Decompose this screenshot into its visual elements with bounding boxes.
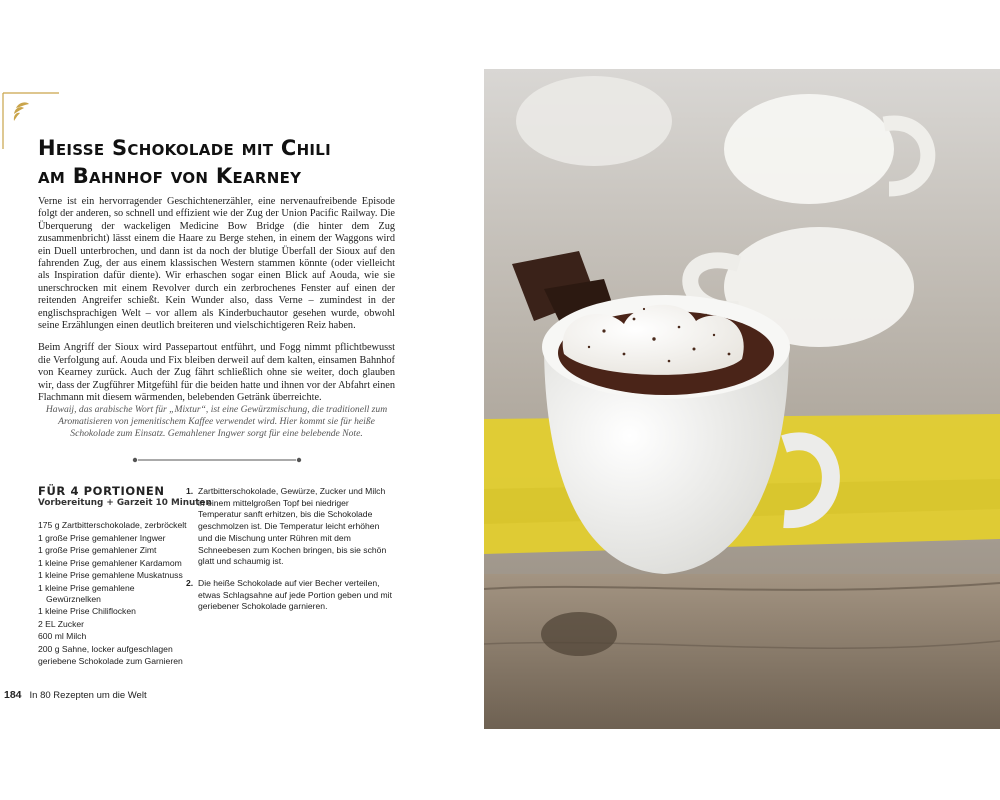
recipe-note: Hawaij, das arabische Wort für „Mixtur“, ist eine Gewürzmischung, die traditionell zum Aromatisieren von jemenitischem Kaffee verwendet wird. Hier kommt sie für heiße Schokolade zum Einsatz. Gemahlener Ingwer sorgt für eine belebende Note. bbox=[45, 404, 388, 440]
ingredients-list bbox=[38, 520, 188, 669]
recipe-title bbox=[38, 134, 458, 190]
wood-knot bbox=[541, 612, 617, 656]
page-footer bbox=[4, 689, 147, 701]
ingredient-item: 1 kleine Prise gemahlene Gewürznelken bbox=[38, 582, 135, 604]
title-line-1: Heisse Schokolade mit Chili bbox=[38, 136, 332, 160]
step-item bbox=[186, 486, 394, 568]
step-text: Zartbitterschokolade, Gewürze, Zucker und Milch in einem mittelgroßen Topf bei niedriger Temperatur sanft erhitzen, bis die Schokolade geschmolzen ist. Die Temperatur leicht erhöhen und die Mischung unter Rühren mit dem Schneebesen zum Kochen bringen, bis sie schön glatt und schaumig ist. bbox=[198, 486, 387, 567]
step-number: 2. bbox=[186, 577, 194, 588]
intro-text bbox=[38, 196, 395, 415]
background-bowl bbox=[516, 76, 672, 166]
background-cup-upper bbox=[724, 94, 894, 204]
prep-time: Vorbereitung + Garzeit 10 Minuten bbox=[38, 498, 212, 508]
ingredient-item: geriebene Schokolade zum Garnieren bbox=[38, 656, 183, 666]
ingredient-item: 1 kleine Prise Chiliflocken bbox=[38, 606, 136, 616]
hot-chocolate-photo bbox=[484, 69, 1000, 729]
ingredient-item: 175 g Zartbitterschokolade, zerbröckelt bbox=[38, 520, 187, 530]
intro-paragraph: Verne ist ein hervorragender Geschichtenerzähler, eine nervenaufreibende Episode folgt der anderen, so schnell und effizient wie der Zug der Union Pacific Railway. Die Überquerung der wackeligen Medicine Bow Bridge (die hinter dem Zug zusammenbricht) lässt einem die Haare zu Berge stehen, in einem der Waggons wird ein Duell unterbrochen, und dann ist da noch der blutige Überfall der Sioux auf den fahrenden Zug, der aus einem klassischen Western stammen könnte (oder vielleicht als Inspiration dafür diente). Wir erhaschen sogar einen Blick auf Aouda, wie sie unerschrocken mit einem Revolver durch ein zerbrochenes Fenster auf einen der reitenden Angreifer schießt. Kein Wunder also, dass Verne – zumindest in der englischsprachigen Welt – vor allem als Kinderbuchautor gesehen wurde, obwohl seine Erzählungen einen deutlich breiteren und vielschichtigeren Reiz haben. bbox=[38, 196, 395, 332]
servings-heading: FÜR 4 PORTIONEN bbox=[38, 484, 165, 498]
ingredient-item: 200 g Sahne, locker aufgeschlagen bbox=[38, 643, 173, 654]
ingredient-item: 600 ml Milch bbox=[38, 631, 87, 641]
ingredient-item: 2 EL Zucker bbox=[38, 618, 85, 629]
steps-list bbox=[186, 486, 394, 623]
step-text: Die heiße Schokolade auf vier Becher verteilen, etwas Schlagsahne auf jede Portion geben und mit geriebener Schokolade garnieren. bbox=[198, 577, 392, 612]
intro-paragraph: Beim Angriff der Sioux wird Passepartout entführt, und Fogg nimmt pflichtbewusst die Verfolgung auf. Aouda und Fix bleiben derweil auf dem kalten, einsamen Bahnhof von Kearney zurück. Auch der Zug fährt schließlich ohne sie weiter, doch glauben wir, dass der Zugführer Mitgefühl für die beiden hatte und ihnen vor der Abfahrt einen Flachmann mit diesem wärmenden, belebenden Getränk überreichte. bbox=[38, 342, 395, 404]
page-number: 184 bbox=[4, 689, 22, 701]
ornament-divider-icon bbox=[132, 456, 302, 464]
book-title: In 80 Rezepten um die Welt bbox=[29, 690, 147, 701]
ingredient-item: 1 kleine Prise gemahlene Muskatnuss bbox=[38, 570, 183, 580]
step-number: 1. bbox=[186, 486, 194, 496]
title-line-2: am Bahnhof von Kearney bbox=[38, 164, 302, 188]
ingredient-item: 1 große Prise gemahlener Zimt bbox=[38, 545, 157, 555]
ingredient-item: 1 große Prise gemahlener Ingwer bbox=[38, 532, 166, 543]
step-item bbox=[186, 578, 394, 613]
ingredient-item: 1 kleine Prise gemahlener Kardamom bbox=[38, 557, 182, 568]
